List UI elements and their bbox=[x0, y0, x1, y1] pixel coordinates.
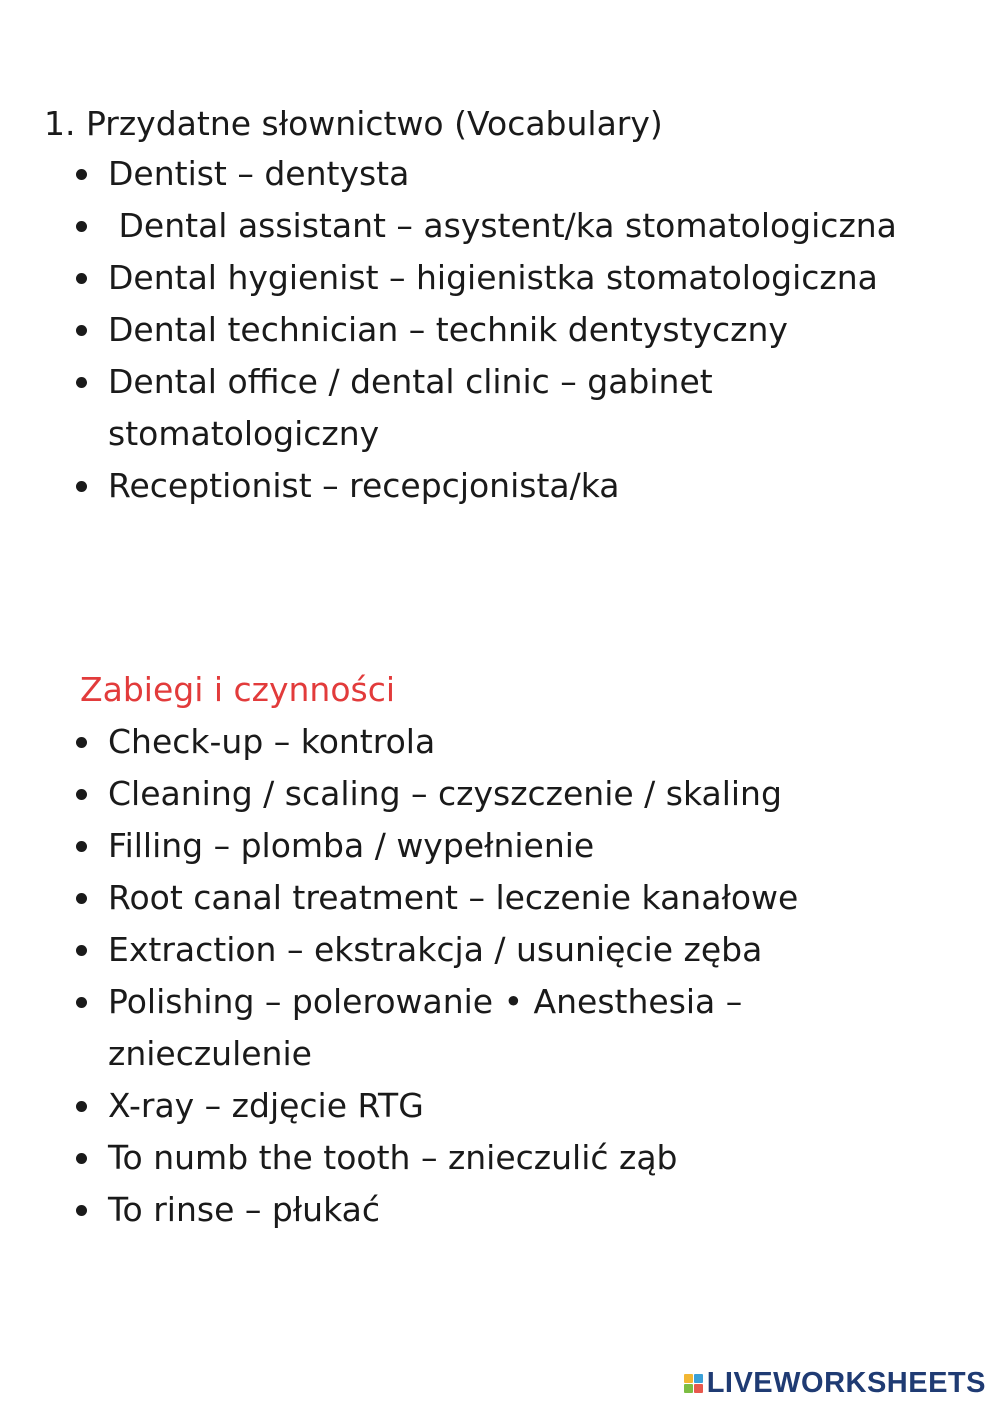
vocabulary-list bbox=[108, 148, 908, 512]
list-item: Check-up – kontrola bbox=[108, 716, 908, 768]
list-item: Dental hygienist – higienistka stomatologiczna bbox=[108, 252, 908, 304]
list-item: X-ray – zdjęcie RTG bbox=[108, 1080, 908, 1132]
list-item: To rinse – płukać bbox=[108, 1184, 908, 1236]
logo-mark-square bbox=[684, 1374, 693, 1383]
logo-mark-square bbox=[684, 1384, 693, 1393]
list-item: Extraction – ekstrakcja / usunięcie zęba bbox=[108, 924, 908, 976]
list-item: Dentist – dentysta bbox=[108, 148, 908, 200]
list-item: Receptionist – recepcjonista/ka bbox=[108, 460, 908, 512]
liveworksheets-logo[interactable] bbox=[684, 1368, 986, 1398]
list-item: Dental assistant – asystent/ka stomatologiczna bbox=[108, 200, 908, 252]
list-item: To numb the tooth – znieczulić ząb bbox=[108, 1132, 908, 1184]
list-item: Dental office / dental clinic – gabinet stomatologiczny bbox=[108, 356, 908, 460]
logo-mark-square bbox=[694, 1374, 703, 1383]
section-heading-vocabulary: 1. Przydatne słownictwo (Vocabulary) bbox=[44, 104, 663, 143]
list-item: Polishing – polerowanie • Anesthesia – znieczulenie bbox=[108, 976, 908, 1080]
list-item: Filling – plomba / wypełnienie bbox=[108, 820, 908, 872]
list-item: Dental technician – technik dentystyczny bbox=[108, 304, 908, 356]
logo-mark-square bbox=[694, 1384, 703, 1393]
procedures-list bbox=[108, 716, 908, 1236]
section-heading-procedures: Zabiegi i czynności bbox=[80, 670, 396, 709]
logo-mark-icon bbox=[684, 1374, 703, 1393]
list-item: Cleaning / scaling – czyszczenie / skaling bbox=[108, 768, 908, 820]
list-item: Root canal treatment – leczenie kanałowe bbox=[108, 872, 908, 924]
logo-text: LIVEWORKSHEETS bbox=[706, 1367, 986, 1399]
